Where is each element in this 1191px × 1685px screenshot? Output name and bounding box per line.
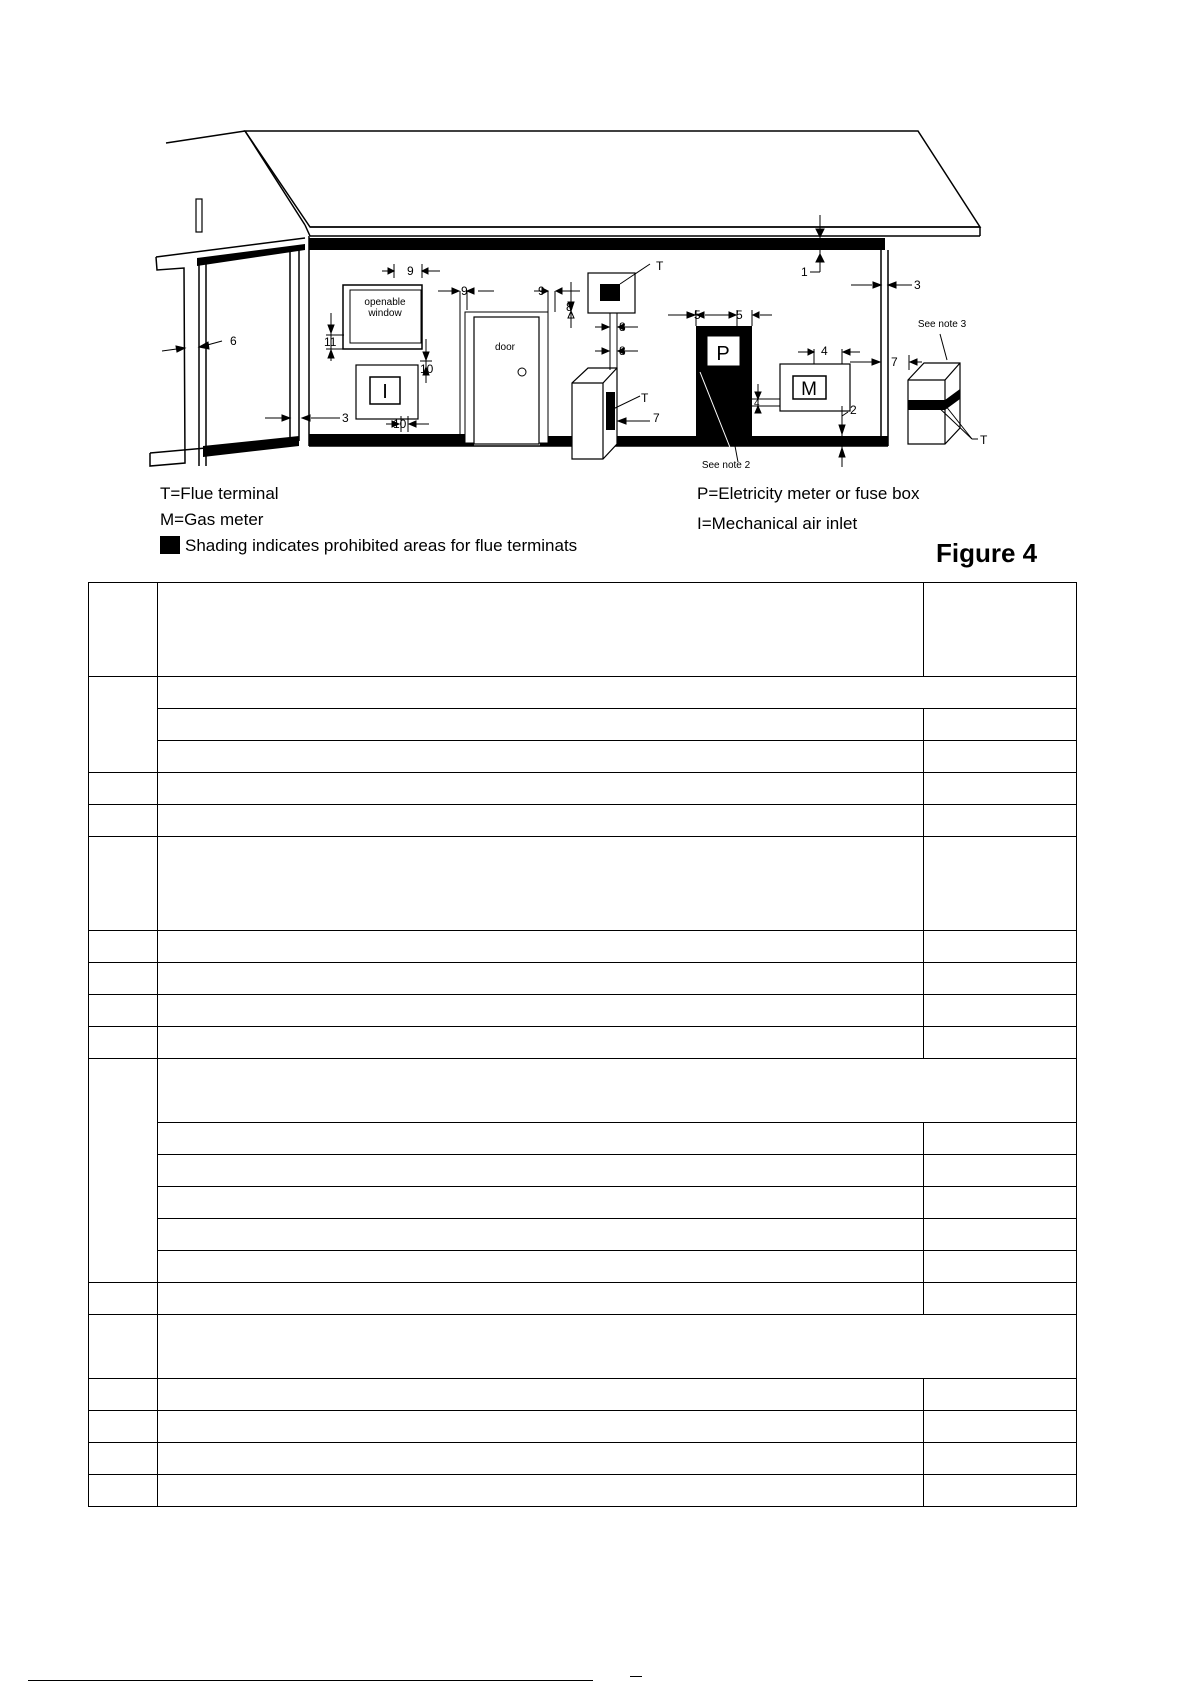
item-cell [89, 963, 158, 995]
svg-text:8: 8 [566, 300, 573, 314]
table-row [89, 1187, 1077, 1219]
table-row [89, 583, 1077, 677]
value-cell [924, 1283, 1077, 1315]
description-cell [158, 995, 924, 1027]
description-cell [158, 1443, 924, 1475]
table-row [89, 1475, 1077, 1507]
svg-text:T: T [980, 433, 988, 447]
value-cell [924, 1475, 1077, 1507]
table-row [89, 837, 1077, 931]
table-row [89, 995, 1077, 1027]
description-cell [158, 677, 1077, 709]
description-cell [158, 1283, 924, 1315]
description-cell [158, 1155, 924, 1187]
item-cell [89, 1059, 158, 1283]
table-row [89, 1027, 1077, 1059]
svg-text:9: 9 [461, 284, 468, 298]
svg-text:P: P [716, 343, 730, 365]
description-cell [158, 1315, 1077, 1379]
table-row [89, 1379, 1077, 1411]
description-cell [158, 805, 924, 837]
description-cell [158, 1251, 924, 1283]
prohibited-zone-ground-left [309, 434, 474, 446]
svg-text:10: 10 [393, 417, 407, 431]
description-cell [158, 1411, 924, 1443]
value-cell [924, 805, 1077, 837]
gas-meter [780, 364, 850, 411]
table-row [89, 677, 1077, 709]
description-cell [158, 1379, 924, 1411]
svg-text:T: T [656, 259, 664, 273]
shading-swatch [160, 536, 180, 554]
flue-terminal-diagram [0, 0, 1191, 560]
table-row [89, 931, 1077, 963]
svg-text:4: 4 [754, 398, 760, 409]
svg-text:openable: openable [364, 297, 406, 308]
flue-terminal-upper [588, 259, 664, 313]
description-cell [158, 709, 924, 741]
svg-text:door: door [494, 342, 516, 353]
item-cell [89, 583, 158, 677]
value-cell [924, 963, 1077, 995]
legend-electricity-meter: P=Eletricity meter or fuse box [697, 484, 920, 503]
svg-text:10: 10 [420, 362, 434, 376]
svg-text:6: 6 [230, 334, 237, 348]
table-row [89, 805, 1077, 837]
description-cell [158, 1475, 924, 1507]
description-cell [158, 583, 924, 677]
table-row [89, 1315, 1077, 1379]
svg-text:9: 9 [538, 284, 545, 298]
value-cell [924, 1123, 1077, 1155]
table-row [89, 1411, 1077, 1443]
electricity-meter-zone [696, 326, 752, 471]
item-cell [89, 1027, 158, 1059]
prohibited-zone-ground-mid [540, 436, 696, 446]
value-cell [924, 1187, 1077, 1219]
description-cell [158, 1123, 924, 1155]
value-cell [924, 773, 1077, 805]
svg-text:T: T [641, 391, 649, 405]
svg-text:5: 5 [736, 308, 743, 322]
svg-text:1: 1 [801, 265, 808, 279]
value-cell [924, 1379, 1077, 1411]
value-cell [924, 709, 1077, 741]
openable-window [343, 285, 422, 349]
description-cell [158, 1059, 1077, 1123]
table-body [89, 583, 1077, 1507]
svg-text:7: 7 [891, 355, 898, 369]
detached-structure [908, 319, 988, 447]
value-cell [924, 1443, 1077, 1475]
item-cell [89, 805, 158, 837]
description-cell [158, 1027, 924, 1059]
prohibited-zone-eaves [309, 238, 885, 250]
value-cell [924, 1219, 1077, 1251]
description-cell [158, 931, 924, 963]
value-cell [924, 1251, 1077, 1283]
description-cell [158, 963, 924, 995]
svg-text:11: 11 [324, 335, 337, 349]
mechanical-air-inlet [356, 365, 418, 419]
svg-text:5: 5 [694, 308, 701, 322]
svg-text:I: I [382, 381, 388, 403]
value-cell [924, 583, 1077, 677]
description-cell [158, 773, 924, 805]
svg-text:See note 3: See note 3 [917, 319, 967, 330]
item-cell [89, 837, 158, 931]
item-cell [89, 1411, 158, 1443]
prohibited-zone-side-top [197, 244, 305, 266]
svg-text:M: M [801, 379, 817, 400]
legend-shading: Shading indicates prohibited areas for flue terminats [160, 536, 577, 556]
item-cell [89, 677, 158, 773]
table-row [89, 963, 1077, 995]
footer-mark [630, 1676, 642, 1677]
figure-title: Figure 4 [936, 538, 1038, 568]
prohibited-zone-ground-right [752, 436, 888, 446]
item-cell [89, 1443, 158, 1475]
svg-text:2: 2 [850, 403, 857, 417]
table-row [89, 741, 1077, 773]
item-cell [89, 995, 158, 1027]
description-cell [158, 1187, 924, 1219]
item-cell [89, 1315, 158, 1379]
footer-rule [28, 1680, 593, 1681]
svg-text:3: 3 [914, 278, 921, 292]
side-wall [150, 238, 305, 466]
legend-flue-terminal: T=Flue terminal [160, 484, 279, 503]
table-row [89, 1219, 1077, 1251]
legend-gas-meter: M=Gas meter [160, 510, 264, 529]
table-row [89, 1443, 1077, 1475]
svg-text:window: window [368, 308, 402, 319]
description-cell [158, 741, 924, 773]
clearance-table [88, 582, 1077, 1507]
item-cell [89, 931, 158, 963]
svg-text:7: 7 [653, 411, 660, 425]
roof [166, 131, 980, 236]
value-cell [924, 931, 1077, 963]
table-row [89, 709, 1077, 741]
table-row [89, 1155, 1077, 1187]
value-cell [924, 1155, 1077, 1187]
chimney-vent [196, 199, 202, 232]
item-cell [89, 1475, 158, 1507]
item-cell [89, 1283, 158, 1315]
value-cell [924, 1411, 1077, 1443]
description-cell [158, 1219, 924, 1251]
svg-text:9: 9 [407, 264, 414, 278]
svg-text:8: 8 [619, 320, 626, 334]
svg-text:See note 2: See note 2 [701, 460, 751, 471]
legend-air-inlet: I=Mechanical air inlet [697, 514, 858, 533]
description-cell [158, 837, 924, 931]
prohibited-zone-side-bottom [203, 436, 299, 457]
value-cell [924, 995, 1077, 1027]
table-row [89, 773, 1077, 805]
table-row [89, 1283, 1077, 1315]
door [465, 312, 548, 444]
value-cell [924, 741, 1077, 773]
svg-text:4: 4 [821, 344, 828, 358]
svg-text:8: 8 [619, 344, 626, 358]
item-cell [89, 773, 158, 805]
item-cell [89, 1379, 158, 1411]
svg-text:3: 3 [342, 411, 349, 425]
table-row [89, 1123, 1077, 1155]
table-row [89, 1251, 1077, 1283]
value-cell [924, 1027, 1077, 1059]
value-cell [924, 837, 1077, 931]
table-row [89, 1059, 1077, 1123]
